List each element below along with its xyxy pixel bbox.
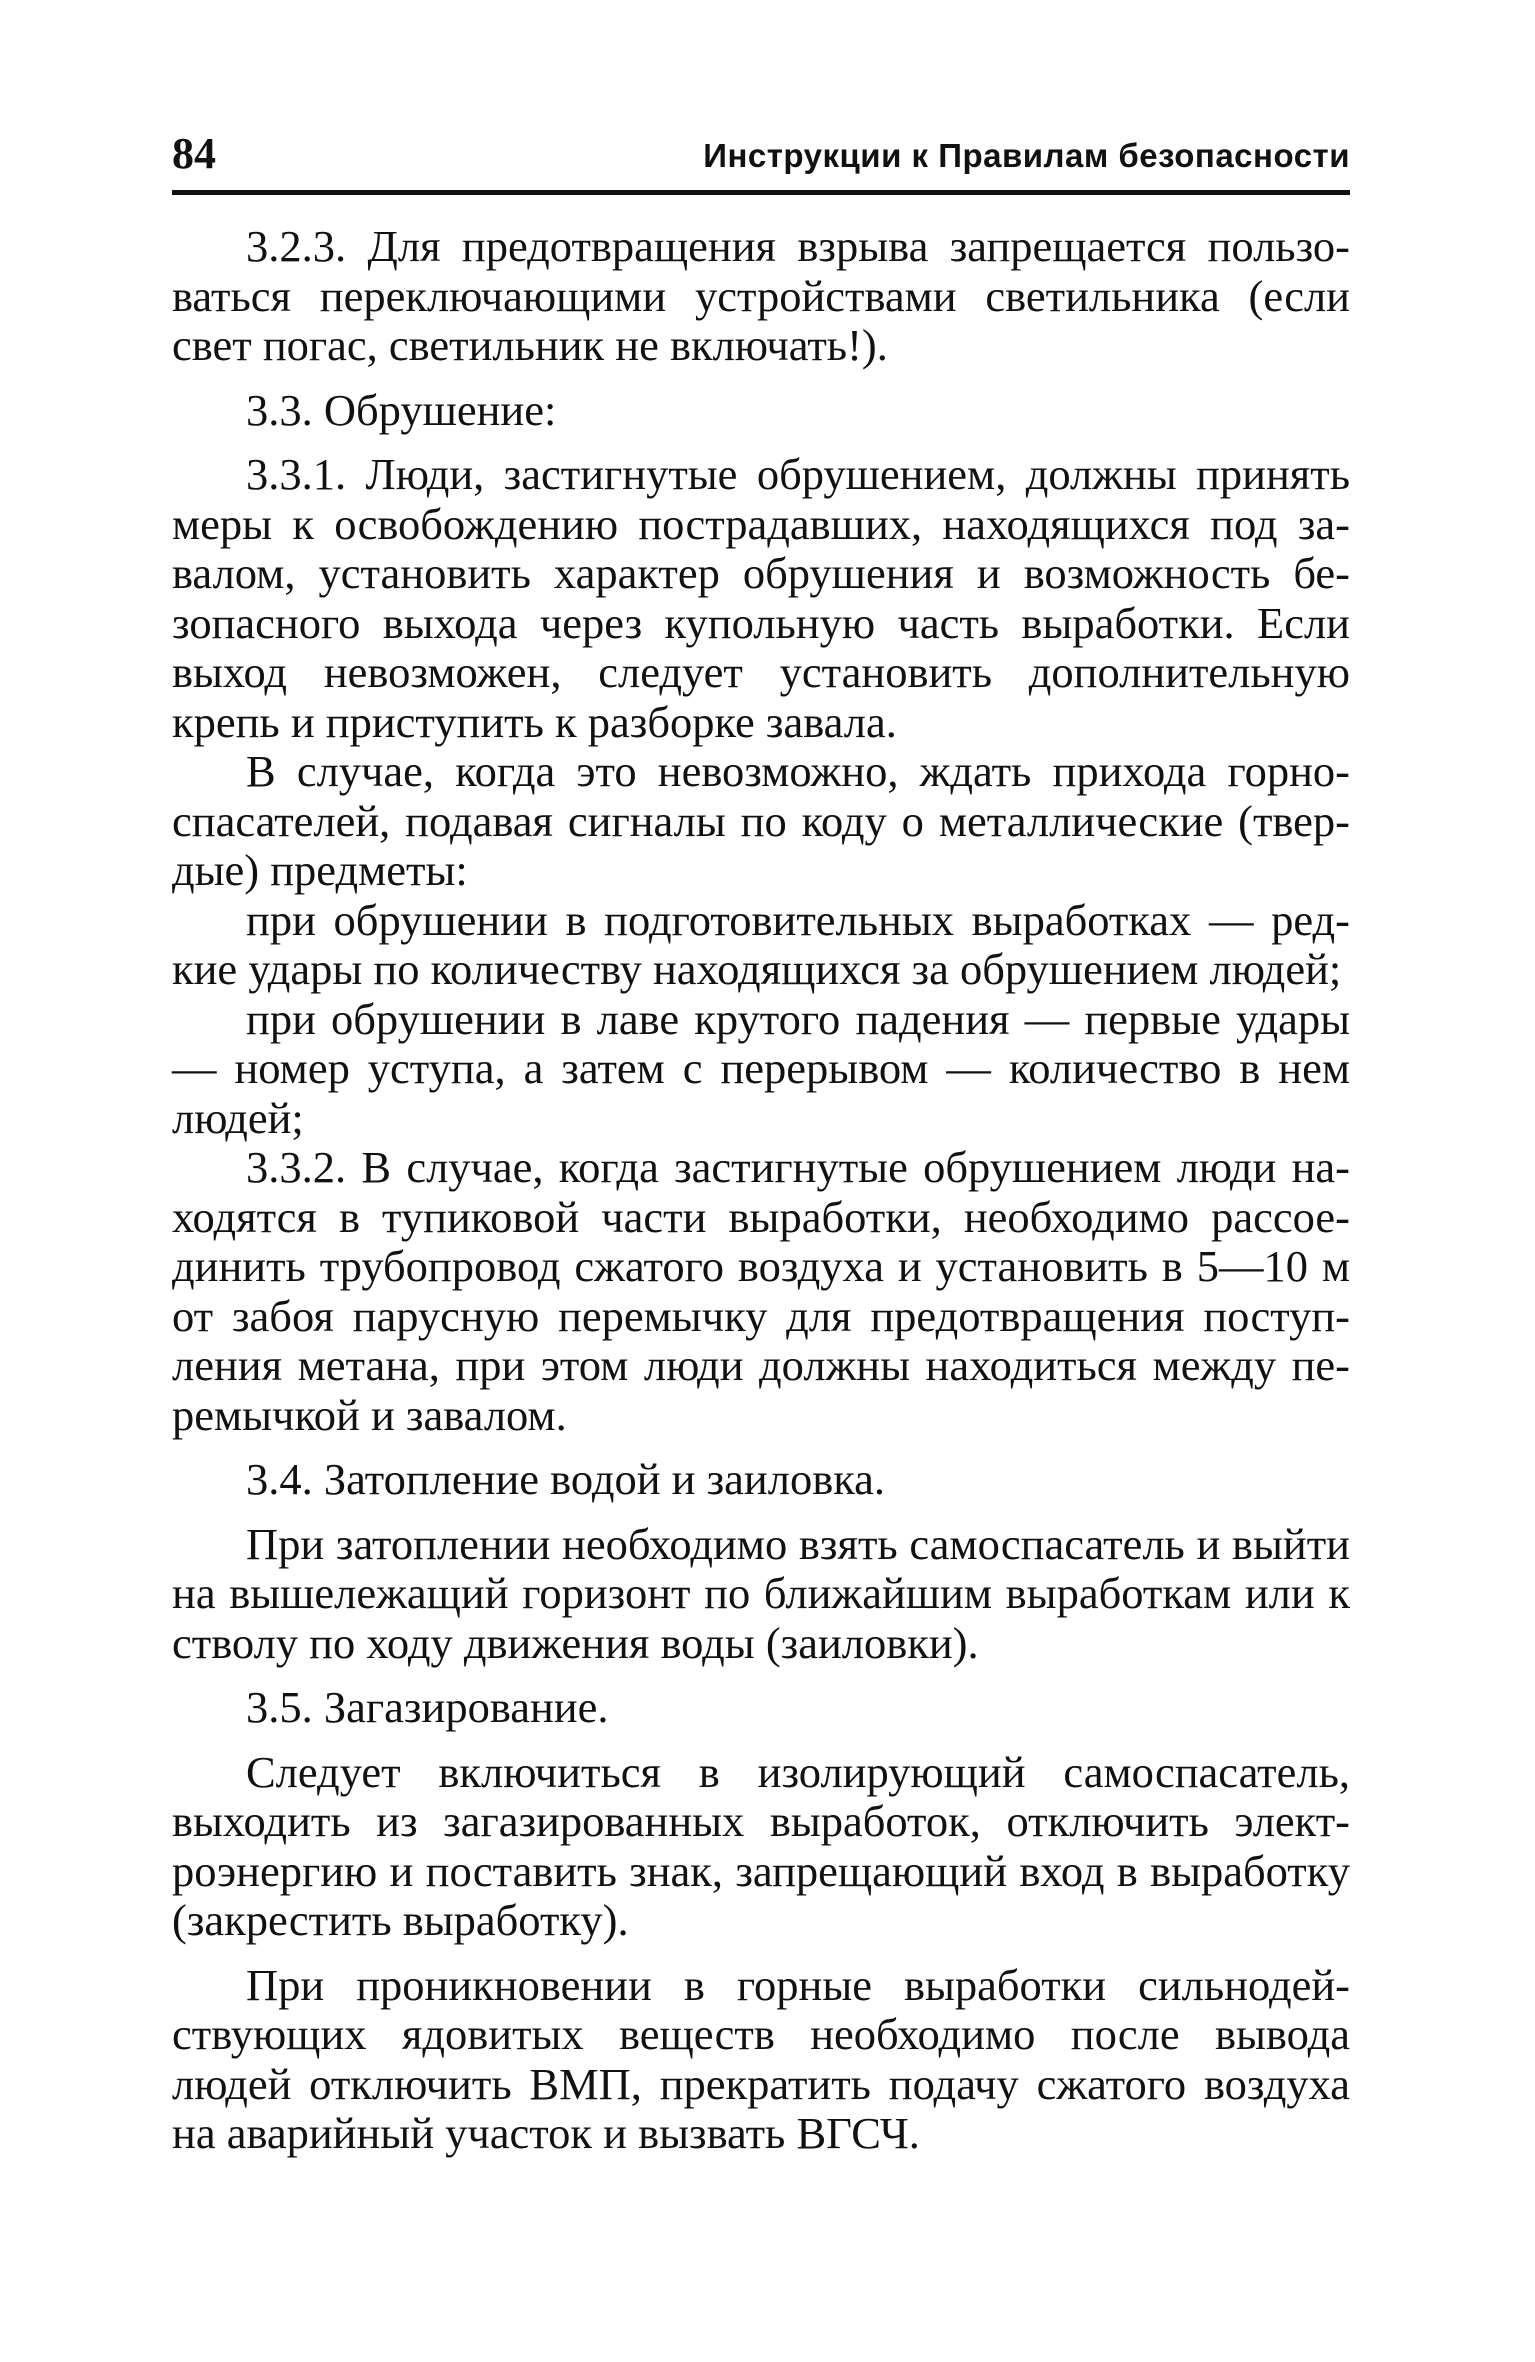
- paragraph-flooding: При затоплении необходимо взять самоспасатель и выйти на вышележащий горизонт по ближайшим выработкам или к стволу по ходу движения воды (заиловки).: [172, 1518, 1350, 1668]
- page-number: 84: [172, 129, 216, 178]
- paragraph-3-3-2: 3.3.2. В случае, когда застигнутые обрушением люди находятся в тупиковой части выработки, необходимо рассоединить трубопровод сжатого воздуха и установить в 5—10 м от забоя парусную перемычку для предотвращения поступления метана, при этом люди должны находиться между перемычкой и завалом.: [172, 1142, 1350, 1440]
- page-header: [172, 128, 1350, 188]
- body-text: [172, 222, 1350, 2159]
- paragraph-development-workings: при обрушении в подготовительных выработках — редкие удары по количеству находящихся за обрушением людей;: [172, 894, 1350, 994]
- section-heading-3-5: 3.5. Загазирование.: [246, 1682, 609, 1732]
- section-heading-3-4: 3.4. Затопление водой и заиловка.: [246, 1454, 886, 1504]
- header-rule: [172, 190, 1350, 195]
- running-title: Инструкции к Правилам безопасности: [703, 137, 1350, 174]
- section-heading-3-3: 3.3. Обрушение:: [246, 384, 557, 435]
- paragraph-toxic-substances: При проникновении в горные выработки сильнодействующих ядовитых веществ необходимо после вывода людей отключить ВМП, прекратить подачу сжатого воздуха на аварийный участок и вызвать ВГСЧ.: [172, 1959, 1350, 2158]
- paragraph-steep-longwall: при обрушении в лаве крутого падения — первые удары — номер уступа, а затем с перерывом — количество в нем людей;: [172, 993, 1350, 1143]
- paragraph-3-2-3: 3.2.3. Для предотвращения взрыва запрещается пользоваться переключающими устройствами светильника (если свет погас, светильник не включать!).: [172, 221, 1350, 370]
- paragraph-waiting-rescuers: В случае, когда это невозможно, ждать прихода горноспасателей, подавая сигналы по коду о металлические (твердые) предметы:: [172, 746, 1350, 895]
- paragraph-gassing: Следует включиться в изолирующий самоспасатель, выходить из загазированных выработок, отключить электроэнергию и поставить знак, запрещающий вход в выработку (закрестить выработку).: [172, 1746, 1350, 1945]
- paragraph-3-3-1: 3.3.1. Люди, застигнутые обрушением, должны принять меры к освобождению пострадавших, находящихся под завалом, установить характер обрушения и возможность безопасного выхода через купольную часть выработки. Если выход невозможен, следует установить дополнительную крепь и приступить к разборке завала.: [172, 449, 1350, 747]
